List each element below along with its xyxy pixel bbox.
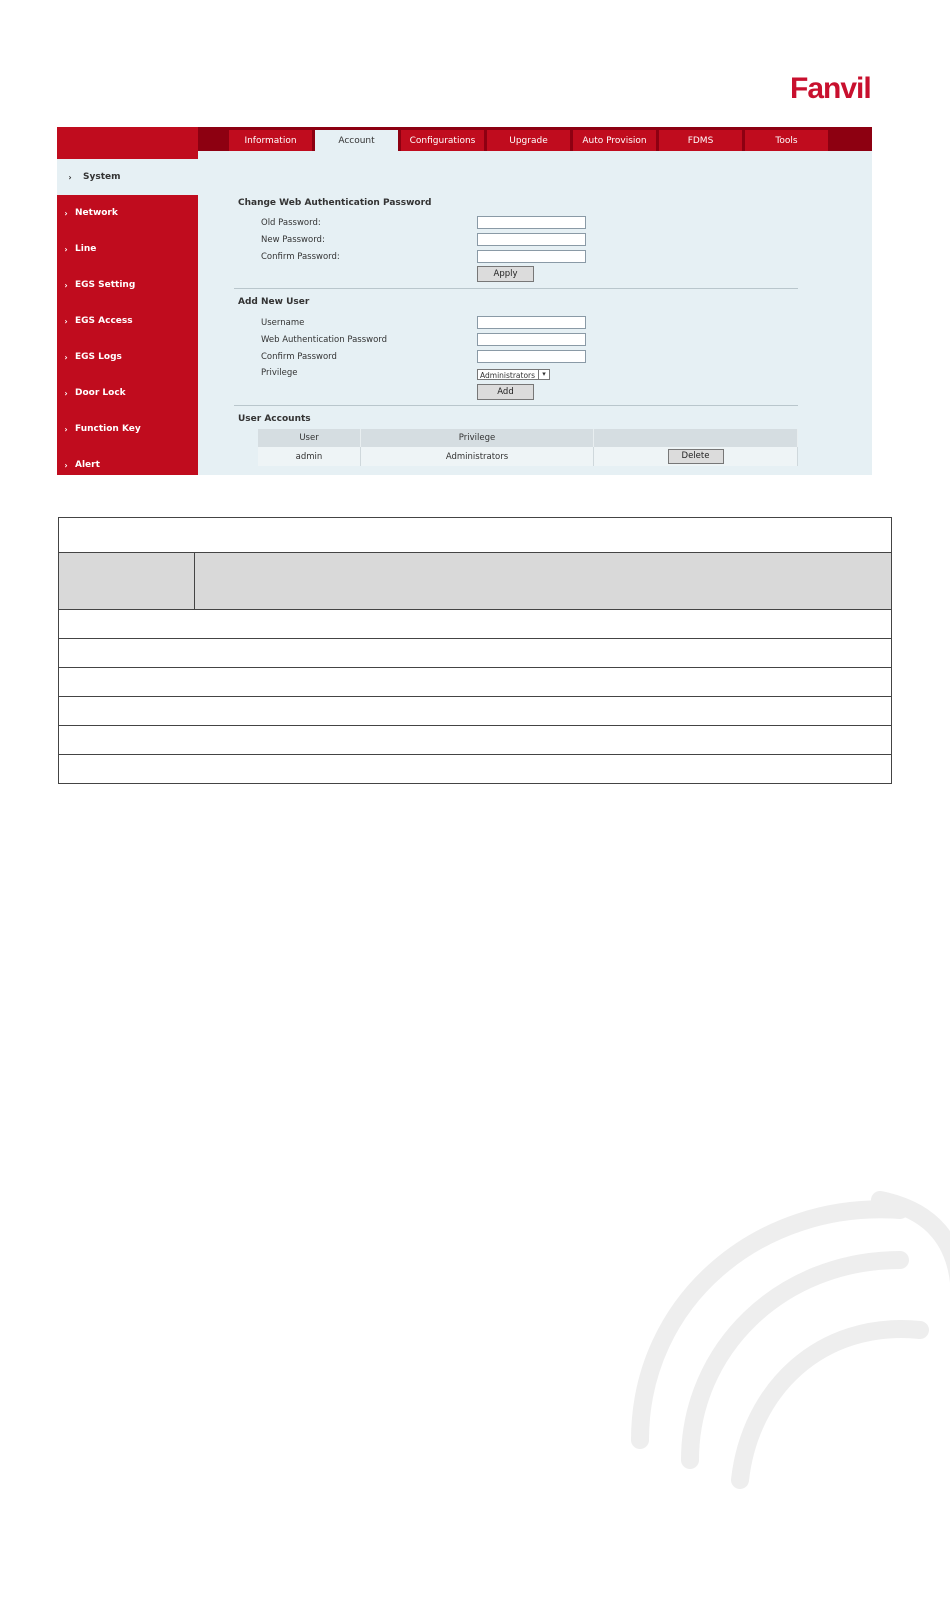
confirm-password-field-2[interactable] — [477, 350, 586, 363]
tab-account[interactable]: Account — [315, 130, 398, 151]
tab-configurations[interactable]: Configurations — [401, 130, 484, 151]
sidebar-item-label: EGS Setting — [75, 280, 136, 290]
sidebar-item-line[interactable] — [57, 231, 198, 267]
table-cell — [59, 518, 892, 553]
table-cell — [59, 668, 892, 697]
sidebar-item-system[interactable] — [57, 159, 198, 195]
chevron-right-icon: › — [64, 280, 68, 290]
add-button[interactable]: Add — [477, 384, 534, 400]
sidebar-item-label: Alert — [75, 460, 100, 470]
column-header-action — [594, 429, 798, 447]
tab-upgrade[interactable]: Upgrade — [487, 130, 570, 151]
sidebar-item-label: EGS Logs — [75, 352, 122, 362]
sidebar-item-egs-access[interactable] — [57, 303, 198, 339]
chevron-right-icon: › — [64, 208, 68, 218]
cell-user: admin — [258, 447, 361, 466]
tab-tools[interactable]: Tools — [745, 130, 828, 151]
tab-information[interactable]: Information — [229, 130, 312, 151]
table-title-row — [59, 518, 892, 553]
cell-privilege: Administrators — [361, 447, 594, 466]
sidebar-item-alert[interactable] — [57, 447, 198, 475]
privilege-select[interactable] — [477, 369, 550, 380]
sidebar-item-egs-logs[interactable] — [57, 339, 198, 375]
table-cell — [59, 639, 892, 668]
table-cell — [59, 755, 892, 784]
section-divider — [234, 405, 798, 406]
table-header-row — [59, 553, 892, 610]
table-header-row — [258, 429, 798, 447]
chevron-right-icon: › — [68, 172, 72, 182]
chevron-right-icon: › — [64, 388, 68, 398]
sidebar-item-label: EGS Access — [75, 316, 133, 326]
username-label: Username — [261, 318, 305, 328]
column-header-privilege: Privilege — [361, 429, 594, 447]
parameter-table — [58, 517, 892, 784]
confirm-password-field[interactable] — [477, 250, 586, 263]
table-row — [59, 726, 892, 755]
table-row — [258, 447, 798, 466]
top-nav-bar — [198, 127, 872, 151]
privilege-select-value: Administrators — [480, 371, 536, 380]
fanvil-logo: Fanvil — [790, 72, 871, 105]
chevron-right-icon: › — [64, 424, 68, 434]
user-accounts-title: User Accounts — [238, 414, 311, 424]
table-row — [59, 610, 892, 639]
chevron-right-icon: › — [64, 352, 68, 362]
add-user-title: Add New User — [238, 297, 310, 307]
old-password-label: Old Password: — [261, 218, 321, 228]
section-divider — [234, 288, 798, 289]
change-password-title: Change Web Authentication Password — [238, 198, 432, 208]
main-content — [198, 151, 872, 475]
sidebar-item-network[interactable] — [57, 195, 198, 231]
confirm-password-label: Confirm Password: — [261, 252, 340, 262]
sidebar-item-label: Network — [75, 208, 118, 218]
confirm-password-label-2: Confirm Password — [261, 352, 337, 362]
table-row — [59, 755, 892, 784]
sidebar-item-label: Door Lock — [75, 388, 126, 398]
web-auth-password-field[interactable] — [477, 333, 586, 346]
username-field[interactable] — [477, 316, 586, 329]
web-auth-password-label: Web Authentication Password — [261, 335, 388, 345]
sidebar-item-label: Line — [75, 244, 97, 254]
table-cell — [59, 610, 892, 639]
privilege-label: Privilege — [261, 368, 298, 378]
chevron-right-icon: › — [64, 244, 68, 254]
table-header-cell — [59, 553, 195, 610]
tab-fdms[interactable]: FDMS — [659, 130, 742, 151]
table-row — [59, 697, 892, 726]
tab-auto-provision[interactable]: Auto Provision — [573, 130, 656, 151]
sidebar-item-function-key[interactable] — [57, 411, 198, 447]
column-header-user: User — [258, 429, 361, 447]
cell-action — [594, 447, 798, 466]
old-password-field[interactable] — [477, 216, 586, 229]
sidebar-item-label: Function Key — [75, 424, 141, 434]
table-row — [59, 639, 892, 668]
apply-button[interactable]: Apply — [477, 266, 534, 282]
new-password-field[interactable] — [477, 233, 586, 246]
delete-button[interactable]: Delete — [668, 449, 724, 464]
chevron-right-icon: › — [64, 460, 68, 470]
chevron-right-icon: › — [64, 316, 68, 326]
new-password-label: New Password: — [261, 235, 325, 245]
sidebar-item-label: System — [83, 172, 121, 182]
table-cell — [59, 726, 892, 755]
chevron-down-icon: ▾ — [538, 370, 549, 379]
web-ui-screenshot — [57, 127, 872, 475]
table-cell — [59, 697, 892, 726]
watermark-logo — [600, 1180, 950, 1600]
table-row — [59, 668, 892, 697]
user-accounts-table — [258, 429, 798, 466]
sidebar-header — [57, 127, 198, 159]
sidebar — [57, 127, 198, 475]
sidebar-item-door-lock[interactable] — [57, 375, 198, 411]
table-header-cell — [195, 553, 892, 610]
sidebar-item-egs-setting[interactable] — [57, 267, 198, 303]
